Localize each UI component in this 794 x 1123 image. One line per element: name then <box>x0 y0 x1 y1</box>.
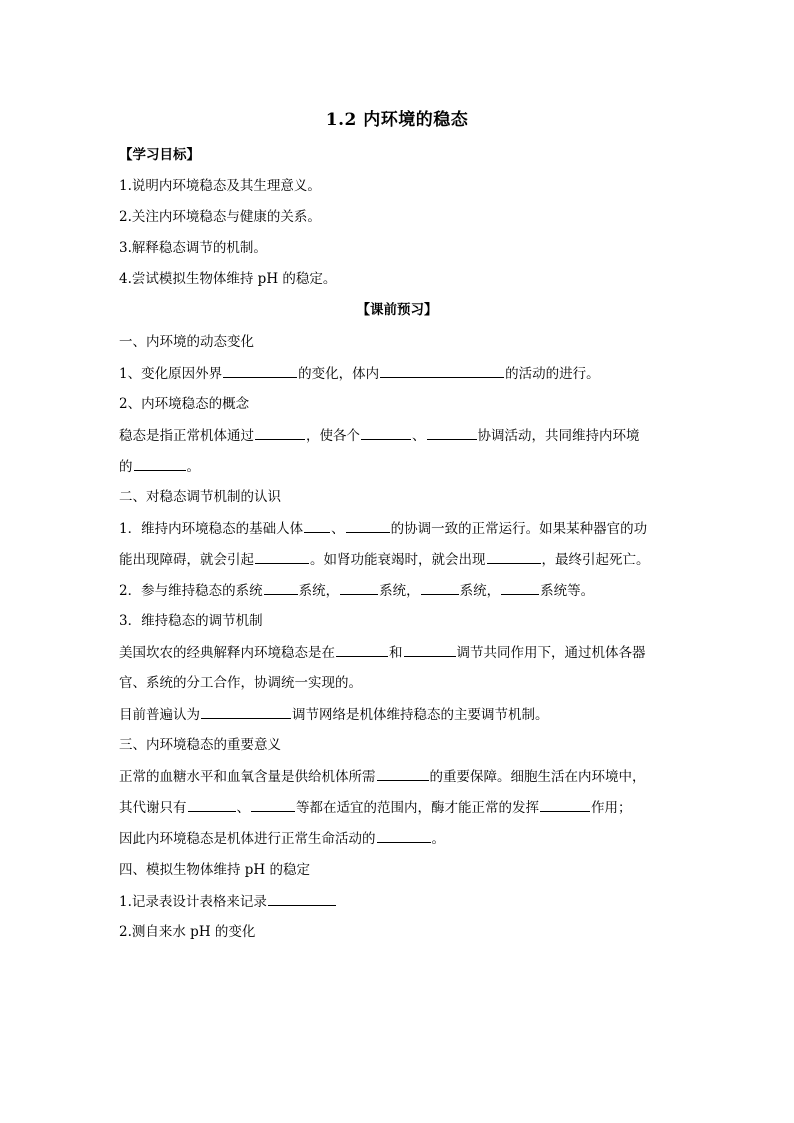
text-line: 的 。 <box>119 456 200 477</box>
fill-blank[interactable] <box>421 580 459 595</box>
text-line: 美国坎农的经典解释内环境稳态是在 和 调节共同作用下，通过机体各器 <box>119 642 646 663</box>
text-line: 2.测自来水 pH 的变化 <box>119 924 256 940</box>
objective-item: 4.尝试模拟生物体维持 pH 的稳定。 <box>119 271 337 287</box>
text-line: 能出现障碍，就会引起 。如肾功能衰竭时，就会出现 ，最终引起死亡。 <box>119 549 650 570</box>
fill-blank[interactable] <box>377 828 431 843</box>
page-title: 1.2 内环境的稳态 <box>325 110 469 130</box>
preview-heading: 【课前预习】 <box>356 302 438 318</box>
text-line: 其代谢只有 、 等都在适宜的范围内，酶才能正常的发挥 作用； <box>119 797 632 818</box>
fill-blank[interactable] <box>251 797 295 812</box>
text-line: 2、内环境稳态的概念 <box>119 396 250 412</box>
fill-blank[interactable] <box>201 704 291 719</box>
fill-blank[interactable] <box>255 549 309 564</box>
section-heading: 二、对稳态调节机制的认识 <box>119 489 281 505</box>
fill-blank[interactable] <box>255 425 305 440</box>
fill-blank[interactable] <box>264 580 298 595</box>
fill-blank[interactable] <box>346 518 390 533</box>
objective-item: 3.解释稳态调节的机制。 <box>119 240 267 256</box>
text-line: 因此内环境稳态是机体进行正常生命活动的 。 <box>119 828 445 849</box>
fill-blank[interactable] <box>188 797 236 812</box>
fill-blank[interactable] <box>304 518 330 533</box>
text-line: 1、变化原因外界 的变化，体内 的活动的进行。 <box>119 363 600 384</box>
objective-item: 1.说明内环境稳态及其生理意义。 <box>119 178 321 194</box>
text-line: 目前普遍认为 调节网络是机体维持稳态的主要调节机制。 <box>119 704 549 725</box>
text-line: 1.记录表设计表格来记录 <box>119 891 337 912</box>
fill-blank[interactable] <box>404 642 456 657</box>
section-heading: 四、模拟生物体维持 pH 的稳定 <box>119 862 310 878</box>
text-line: 正常的血糖水平和血氧含量是供给机体所需 的重要保障。细胞生活在内环境中， <box>119 766 646 787</box>
fill-blank[interactable] <box>487 549 541 564</box>
section-heading: 一、内环境的动态变化 <box>119 334 254 350</box>
text-line: 3．维持稳态的调节机制 <box>119 613 263 629</box>
fill-blank[interactable] <box>501 580 539 595</box>
fill-blank[interactable] <box>377 766 429 781</box>
fill-blank[interactable] <box>427 425 477 440</box>
text-line: 官、系统的分工合作，协调统一实现的。 <box>119 675 362 691</box>
text-line: 1．维持内环境稳态的基础人体 、 的协调一致的正常运行。如果某种器官的功 <box>119 518 647 539</box>
fill-blank[interactable] <box>340 580 378 595</box>
fill-blank[interactable] <box>361 425 411 440</box>
fill-blank[interactable] <box>540 797 590 812</box>
fill-blank[interactable] <box>223 363 297 378</box>
text-line: 稳态是指正常机体通过 ，使各个 、 协调活动，共同维持内环境 <box>119 425 640 446</box>
text-line: 2．参与维持稳态的系统 系统， 系统， 系统， 系统等。 <box>119 580 594 601</box>
section-heading: 三、内环境稳态的重要意义 <box>119 737 281 753</box>
objectives-heading: 【学习目标】 <box>119 147 200 163</box>
fill-blank[interactable] <box>380 363 504 378</box>
fill-blank[interactable] <box>134 456 186 471</box>
fill-blank[interactable] <box>336 642 388 657</box>
fill-blank[interactable] <box>268 891 336 906</box>
objective-item: 2.关注内环境稳态与健康的关系。 <box>119 209 321 225</box>
